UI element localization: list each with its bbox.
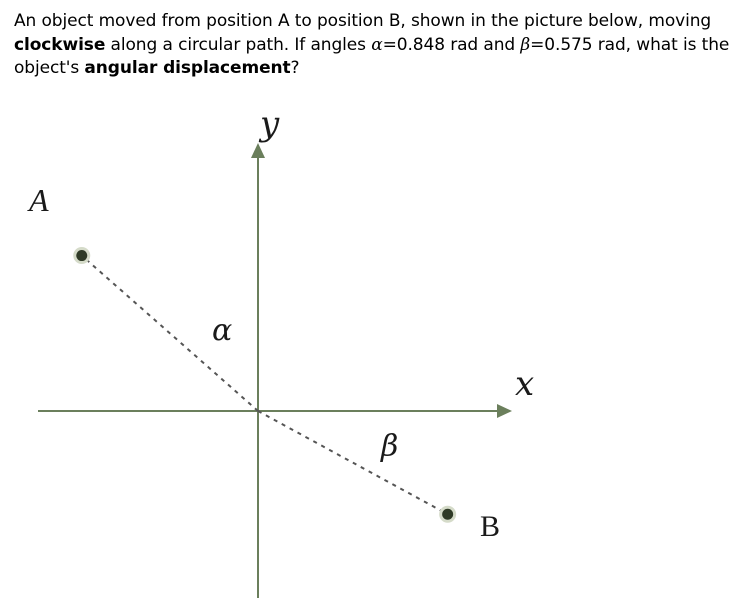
question-part-3: ?	[290, 58, 300, 78]
alpha-symbol: α	[371, 34, 383, 55]
question-part-1: An object moved from position A to position B, shown in the picture below, moving	[14, 11, 712, 31]
question-part-2: along a circular path. If angles	[105, 34, 372, 55]
alpha-angle-label: α	[212, 313, 233, 348]
y-axis-label: y	[260, 104, 280, 144]
alpha-value: =0.848 rad and	[382, 34, 521, 55]
point-a-label: A	[29, 182, 49, 218]
x-axis-label: x	[515, 364, 535, 404]
beta-angle-label: β	[381, 429, 399, 464]
beta-symbol: β	[520, 34, 531, 55]
angular-displacement-keyword: angular displacement	[84, 58, 291, 78]
point-a-marker	[75, 249, 89, 263]
x-axis-arrow-icon	[497, 404, 512, 418]
beta-value: =0.575 rad, what is the object's	[14, 34, 730, 78]
radius-line-b	[258, 411, 448, 514]
point-b-label: B	[480, 510, 501, 543]
y-axis-arrow-icon	[251, 143, 265, 158]
point-b-marker	[441, 507, 455, 521]
clockwise-keyword: clockwise	[14, 34, 106, 55]
